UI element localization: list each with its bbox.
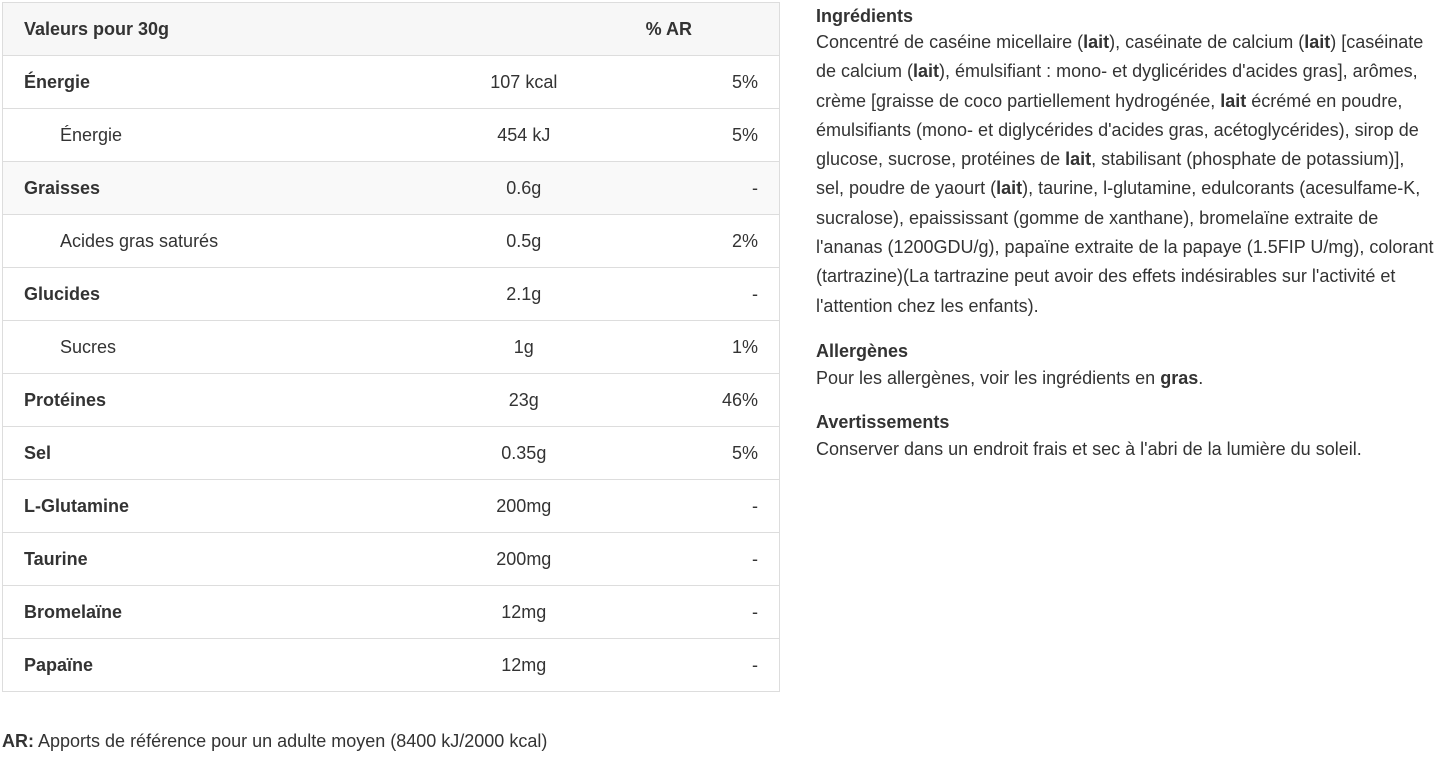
reference-intake-footnote	[2, 728, 547, 754]
table-row	[3, 162, 780, 215]
nutrient-name: Sel	[3, 427, 402, 480]
nutrient-quantity: 0.5g	[402, 215, 646, 268]
nutrient-quantity: 2.1g	[402, 268, 646, 321]
table-row	[3, 109, 780, 162]
allergen-highlight: lait	[913, 61, 940, 82]
table-row	[3, 586, 780, 639]
nutrient-reference-intake: 1%	[646, 321, 780, 374]
ingredients-segment: Concentré de caséine micellaire (	[816, 32, 1084, 52]
nutrient-quantity: 200mg	[402, 480, 646, 533]
table-row	[3, 268, 780, 321]
allergen-highlight: lait	[996, 178, 1023, 199]
nutrient-quantity: 107 kcal	[402, 56, 646, 109]
nutrient-reference-intake: 46%	[646, 374, 780, 427]
allergens-section	[816, 338, 1434, 393]
nutrient-name: Énergie	[3, 56, 402, 109]
nutrient-quantity: 0.6g	[402, 162, 646, 215]
table-header-row	[3, 3, 780, 56]
ingredients-segment: ), caséinate de calcium (	[1109, 32, 1305, 52]
nutrient-reference-intake: 2%	[646, 215, 780, 268]
nutrient-name: Papaïne	[3, 639, 402, 692]
table-row	[3, 427, 780, 480]
nutrient-reference-intake: -	[646, 533, 780, 586]
nutrition-body	[3, 56, 780, 692]
header-reference-intake: % AR	[646, 3, 780, 56]
footnote-label: AR:	[2, 731, 34, 751]
allergen-highlight: lait	[1220, 90, 1247, 111]
table-row	[3, 56, 780, 109]
allergens-text-before: Pour les allergènes, voir les ingrédients en	[816, 367, 1161, 388]
nutrient-name: Bromelaïne	[3, 586, 402, 639]
allergens-title: Allergènes	[816, 340, 909, 361]
allergen-highlight: lait	[1304, 32, 1331, 52]
nutrient-quantity: 12mg	[402, 586, 646, 639]
allergens-text-after: .	[1198, 367, 1204, 388]
nutrient-reference-intake: -	[646, 162, 780, 215]
product-info	[816, 4, 1434, 465]
nutrient-quantity: 200mg	[402, 533, 646, 586]
nutrition-table	[2, 2, 780, 692]
table-row	[3, 639, 780, 692]
nutrient-reference-intake: -	[646, 586, 780, 639]
ingredients-segment: ) [caséinate de calcium (	[816, 32, 1424, 82]
table-row	[3, 321, 780, 374]
nutrient-reference-intake: 5%	[646, 56, 780, 109]
ingredients-section	[816, 4, 1434, 321]
allergens-bold-word: gras	[1160, 367, 1199, 388]
nutrient-reference-intake: -	[646, 268, 780, 321]
allergens-text	[816, 364, 1434, 393]
nutrient-name: Glucides	[3, 268, 402, 321]
nutrient-name: Taurine	[3, 533, 402, 586]
nutrient-reference-intake: -	[646, 480, 780, 533]
warnings-section	[816, 409, 1434, 464]
nutrient-reference-intake: 5%	[646, 109, 780, 162]
nutrient-name: Acides gras saturés	[3, 215, 402, 268]
nutrient-quantity: 0.35g	[402, 427, 646, 480]
ingredients-segment: écrémé en poudre, émulsifiants (mono- et diglycérides d'acides gras, acétoglycérides), sirop de glucose, sucrose, protéines de	[816, 90, 1419, 170]
nutrient-name: Protéines	[3, 374, 402, 427]
ingredients-segment: ), émulsifiant : mono- et dyglicérides d'acides gras], arômes, crème [graisse de coco partiellement hydrogénée,	[816, 61, 1418, 111]
nutrient-name: Sucres	[3, 321, 402, 374]
allergen-highlight: lait	[1065, 149, 1092, 170]
nutrient-quantity: 454 kJ	[402, 109, 646, 162]
footnote-text: Apports de référence pour un adulte moyen (8400 kJ/2000 kcal)	[34, 731, 548, 751]
nutrient-quantity: 12mg	[402, 639, 646, 692]
ingredients-segment: , stabilisant (phosphate de potassium)], sel, poudre de yaourt (	[816, 149, 1405, 199]
warnings-title: Avertissements	[816, 412, 950, 433]
ingredients-title: Ingrédients	[816, 6, 914, 26]
header-serving-size: Valeurs pour 30g	[3, 3, 402, 56]
nutrient-name: Graisses	[3, 162, 402, 215]
nutrient-quantity: 23g	[402, 374, 646, 427]
ingredients-text	[816, 28, 1434, 321]
table-row	[3, 480, 780, 533]
header-quantity	[402, 3, 646, 56]
table-row	[3, 533, 780, 586]
nutrient-quantity: 1g	[402, 321, 646, 374]
nutrient-reference-intake: 5%	[646, 427, 780, 480]
ingredients-segment: ), taurine, l-glutamine, edulcorants (acesulfame-K, sucralose), epaississant (gomme de xanthane), bromelaïne extraite de l'ananas (1200GDU/g), papaïne extraite de la papaye (1.5FIP U/mg), colorant (tartrazine)(La tartrazine peut avoir des effets indésirables sur l'activité et l'attention chez les enfants).	[816, 178, 1434, 316]
allergen-highlight: lait	[1083, 32, 1110, 52]
table-row	[3, 215, 780, 268]
table-row	[3, 374, 780, 427]
nutrient-name: L-Glutamine	[3, 480, 402, 533]
nutrient-name: Énergie	[3, 109, 402, 162]
warnings-text: Conserver dans un endroit frais et sec à l'abri de la lumière du soleil.	[816, 439, 1362, 460]
nutrient-reference-intake: -	[646, 639, 780, 692]
